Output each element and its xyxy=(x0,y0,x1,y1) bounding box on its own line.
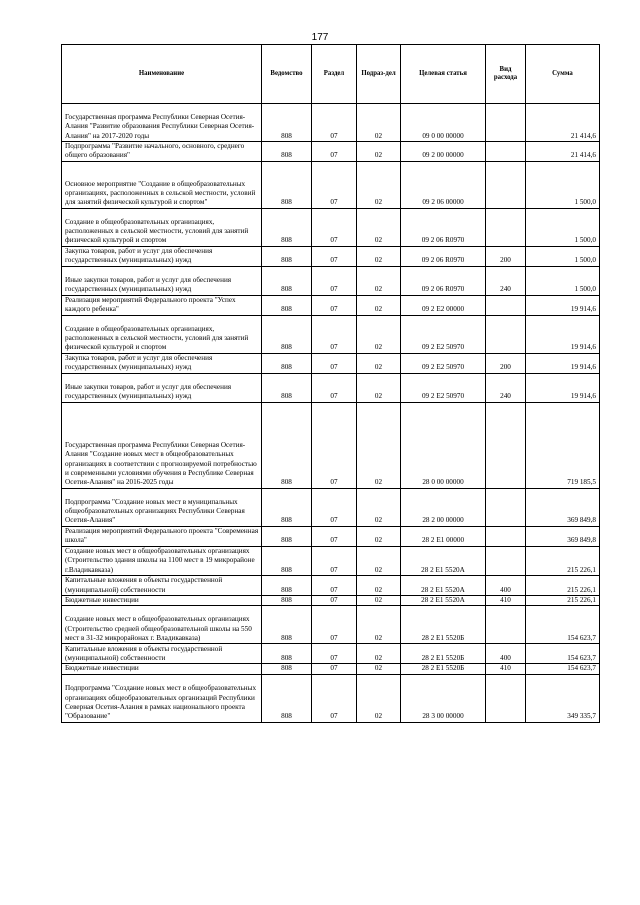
table-row xyxy=(62,246,600,266)
cell-name: Создание новых мест в общеобразовательных организациях (Строительство здания школы на 1100 мест в 19 микрорайоне г.Владикавказа) xyxy=(62,546,262,575)
cell-name: Создание в общеобразовательных организациях, расположенных в сельской местности, условий для занятий физической культурой и спортом xyxy=(62,208,262,246)
cell-podrazdel: 02 xyxy=(357,644,401,664)
cell-podrazdel: 02 xyxy=(357,526,401,546)
cell-sum: 369 849,8 xyxy=(526,488,600,526)
cell-podrazdel: 02 xyxy=(357,596,401,606)
cell-razdel: 07 xyxy=(312,315,357,353)
cell-name: Создание в общеобразовательных организациях, расположенных в сельской местности, условий для занятий физической культурой и спортом xyxy=(62,315,262,353)
cell-expense-type xyxy=(486,546,526,575)
cell-podrazdel: 02 xyxy=(357,402,401,488)
cell-expense-type: 200 xyxy=(486,353,526,373)
cell-razdel: 07 xyxy=(312,161,357,208)
cell-target-article: 09 2 E2 50970 xyxy=(401,353,486,373)
cell-target-article: 09 2 06 R0970 xyxy=(401,246,486,266)
cell-name: Бюджетные инвестиции xyxy=(62,664,262,674)
cell-vedomstvo: 808 xyxy=(262,644,312,664)
cell-vedomstvo: 808 xyxy=(262,142,312,162)
table-row xyxy=(62,546,600,575)
cell-podrazdel: 02 xyxy=(357,546,401,575)
cell-razdel: 07 xyxy=(312,664,357,674)
cell-vedomstvo: 808 xyxy=(262,315,312,353)
table-row xyxy=(62,161,600,208)
cell-razdel: 07 xyxy=(312,266,357,295)
table-row xyxy=(62,576,600,596)
cell-sum: 1 500,0 xyxy=(526,266,600,295)
cell-sum: 1 500,0 xyxy=(526,246,600,266)
cell-vedomstvo: 808 xyxy=(262,526,312,546)
cell-expense-type: 240 xyxy=(486,266,526,295)
cell-expense-type xyxy=(486,674,526,722)
table-row xyxy=(62,606,600,644)
table-row xyxy=(62,644,600,664)
table-row xyxy=(62,526,600,546)
cell-razdel: 07 xyxy=(312,295,357,315)
cell-target-article: 09 2 06 R0970 xyxy=(401,208,486,246)
cell-name: Подпрограмма "Создание новых мест в общеобразовательных организациях общеобразовательных организаций Республики Северная Осетия-Алания в рамках национального проекта "Образование" xyxy=(62,674,262,722)
cell-razdel: 07 xyxy=(312,208,357,246)
cell-vedomstvo: 808 xyxy=(262,373,312,402)
cell-podrazdel: 02 xyxy=(357,606,401,644)
cell-sum: 21 414,6 xyxy=(526,104,600,142)
table-row xyxy=(62,402,600,488)
cell-expense-type xyxy=(486,142,526,162)
cell-expense-type xyxy=(486,315,526,353)
table-row xyxy=(62,315,600,353)
cell-name: Закупка товаров, работ и услуг для обеспечения государственных (муниципальных) нужд xyxy=(62,246,262,266)
cell-razdel: 07 xyxy=(312,674,357,722)
table-row xyxy=(62,596,600,606)
header-podrazdel: Подраз-дел xyxy=(357,45,401,104)
cell-sum: 1 500,0 xyxy=(526,161,600,208)
cell-vedomstvo: 808 xyxy=(262,596,312,606)
cell-sum: 19 914,6 xyxy=(526,373,600,402)
cell-name: Реализация мероприятий Федерального проекта "Современная школа" xyxy=(62,526,262,546)
header-target-article: Целевая статья xyxy=(401,45,486,104)
cell-razdel: 07 xyxy=(312,142,357,162)
cell-sum: 19 914,6 xyxy=(526,295,600,315)
header-vedomstvo: Ведомство xyxy=(262,45,312,104)
cell-razdel: 07 xyxy=(312,104,357,142)
page-number: 177 xyxy=(311,32,329,43)
cell-podrazdel: 02 xyxy=(357,161,401,208)
cell-sum: 215 226,1 xyxy=(526,596,600,606)
table-row xyxy=(62,488,600,526)
cell-target-article: 09 2 E2 50970 xyxy=(401,373,486,402)
cell-razdel: 07 xyxy=(312,546,357,575)
cell-expense-type xyxy=(486,488,526,526)
cell-target-article: 28 2 00 00000 xyxy=(401,488,486,526)
table-row xyxy=(62,104,600,142)
cell-sum: 21 414,6 xyxy=(526,142,600,162)
cell-podrazdel: 02 xyxy=(357,488,401,526)
cell-sum: 369 849,8 xyxy=(526,526,600,546)
cell-target-article: 28 2 E1 00000 xyxy=(401,526,486,546)
table-row xyxy=(62,295,600,315)
cell-podrazdel: 02 xyxy=(357,576,401,596)
cell-name: Подпрограмма "Развитие начального, основного, среднего общего образования" xyxy=(62,142,262,162)
cell-expense-type: 410 xyxy=(486,664,526,674)
cell-target-article: 28 3 00 00000 xyxy=(401,674,486,722)
cell-target-article: 28 2 E1 5520Б xyxy=(401,644,486,664)
cell-vedomstvo: 808 xyxy=(262,161,312,208)
table-row xyxy=(62,674,600,722)
cell-name: Создание новых мест в общеобразовательных организациях (Строительство средней общеобразовательной школы на 550 мест в 31-32 микрорайонах г. Владикавказа) xyxy=(62,606,262,644)
cell-sum: 19 914,6 xyxy=(526,353,600,373)
cell-expense-type: 400 xyxy=(486,576,526,596)
cell-target-article: 28 2 E1 5520A xyxy=(401,596,486,606)
cell-vedomstvo: 808 xyxy=(262,266,312,295)
table-row xyxy=(62,373,600,402)
cell-razdel: 07 xyxy=(312,402,357,488)
cell-podrazdel: 02 xyxy=(357,373,401,402)
table-row xyxy=(62,208,600,246)
cell-podrazdel: 02 xyxy=(357,315,401,353)
cell-razdel: 07 xyxy=(312,606,357,644)
cell-razdel: 07 xyxy=(312,526,357,546)
cell-razdel: 07 xyxy=(312,488,357,526)
cell-sum: 349 335,7 xyxy=(526,674,600,722)
header-razdel: Раздел xyxy=(312,45,357,104)
cell-target-article: 28 2 E1 5520Б xyxy=(401,664,486,674)
cell-razdel: 07 xyxy=(312,596,357,606)
cell-vedomstvo: 808 xyxy=(262,488,312,526)
cell-expense-type xyxy=(486,526,526,546)
cell-podrazdel: 02 xyxy=(357,266,401,295)
cell-expense-type xyxy=(486,295,526,315)
cell-expense-type: 400 xyxy=(486,644,526,664)
cell-target-article: 28 2 E1 5520A xyxy=(401,576,486,596)
cell-sum: 154 623,7 xyxy=(526,606,600,644)
cell-podrazdel: 02 xyxy=(357,664,401,674)
cell-razdel: 07 xyxy=(312,576,357,596)
budget-table xyxy=(61,44,600,723)
cell-podrazdel: 02 xyxy=(357,246,401,266)
cell-vedomstvo: 808 xyxy=(262,246,312,266)
cell-vedomstvo: 808 xyxy=(262,606,312,644)
cell-name: Государственная программа Республики Северная Осетия-Алания "Развитие образования Республики Северная Осетия-Алания" на 2017-2020 годы xyxy=(62,104,262,142)
cell-sum: 19 914,6 xyxy=(526,315,600,353)
table-row xyxy=(62,142,600,162)
cell-expense-type xyxy=(486,104,526,142)
cell-name: Иные закупки товаров, работ и услуг для обеспечения государственных (муниципальных) нужд xyxy=(62,373,262,402)
cell-name: Подпрограмма "Создание новых мест в муниципальных общеобразовательных организациях Республики Северная Осетия-Алания" xyxy=(62,488,262,526)
cell-expense-type: 410 xyxy=(486,596,526,606)
cell-expense-type xyxy=(486,402,526,488)
cell-name: Закупка товаров, работ и услуг для обеспечения государственных (муниципальных) нужд xyxy=(62,353,262,373)
cell-target-article: 09 2 06 00000 xyxy=(401,161,486,208)
cell-podrazdel: 02 xyxy=(357,674,401,722)
cell-vedomstvo: 808 xyxy=(262,353,312,373)
cell-target-article: 28 0 00 00000 xyxy=(401,402,486,488)
cell-target-article: 28 2 E1 5520Б xyxy=(401,606,486,644)
table-row xyxy=(62,266,600,295)
cell-vedomstvo: 808 xyxy=(262,674,312,722)
cell-target-article: 09 0 00 00000 xyxy=(401,104,486,142)
cell-target-article: 09 2 00 00000 xyxy=(401,142,486,162)
cell-sum: 154 623,7 xyxy=(526,644,600,664)
header-name: Наименование xyxy=(62,45,262,104)
cell-expense-type xyxy=(486,208,526,246)
cell-sum: 215 226,1 xyxy=(526,546,600,575)
cell-name: Капитальные вложения в объекты государственной (муниципальной) собственности xyxy=(62,576,262,596)
header-sum: Сумма xyxy=(526,45,600,104)
cell-vedomstvo: 808 xyxy=(262,546,312,575)
cell-podrazdel: 02 xyxy=(357,353,401,373)
cell-target-article: 09 2 06 R0970 xyxy=(401,266,486,295)
cell-sum: 1 500,0 xyxy=(526,208,600,246)
cell-name: Реализация мероприятий Федерального проекта "Успех каждого ребенка" xyxy=(62,295,262,315)
cell-name: Основное мероприятие "Создание в общеобразовательных организациях, расположенных в сельской местности, условий для занятий физической культурой и спортом" xyxy=(62,161,262,208)
cell-sum: 215 226,1 xyxy=(526,576,600,596)
cell-razdel: 07 xyxy=(312,246,357,266)
cell-name: Иные закупки товаров, работ и услуг для обеспечения государственных (муниципальных) нужд xyxy=(62,266,262,295)
cell-vedomstvo: 808 xyxy=(262,104,312,142)
table-header-row xyxy=(62,45,600,104)
cell-expense-type: 200 xyxy=(486,246,526,266)
cell-target-article: 09 2 E2 00000 xyxy=(401,295,486,315)
cell-name: Государственная программа Республики Северная Осетия-Алания "Создание новых мест в общеобразовательных организациях в соответствии с прогнозируемой потребностью и современными условиями обучения в Республике Северная Осетия-Алания" на 2016-2025 годы xyxy=(62,402,262,488)
cell-podrazdel: 02 xyxy=(357,295,401,315)
table-row xyxy=(62,353,600,373)
cell-expense-type xyxy=(486,606,526,644)
cell-razdel: 07 xyxy=(312,644,357,664)
cell-vedomstvo: 808 xyxy=(262,664,312,674)
header-expense-type: Вид расхода xyxy=(486,45,526,104)
cell-expense-type xyxy=(486,161,526,208)
cell-name: Бюджетные инвестиции xyxy=(62,596,262,606)
cell-podrazdel: 02 xyxy=(357,104,401,142)
cell-podrazdel: 02 xyxy=(357,142,401,162)
cell-target-article: 09 2 E2 50970 xyxy=(401,315,486,353)
cell-podrazdel: 02 xyxy=(357,208,401,246)
cell-name: Капитальные вложения в объекты государственной (муниципальной) собственности xyxy=(62,644,262,664)
cell-vedomstvo: 808 xyxy=(262,576,312,596)
cell-vedomstvo: 808 xyxy=(262,208,312,246)
cell-sum: 154 623,7 xyxy=(526,664,600,674)
cell-expense-type: 240 xyxy=(486,373,526,402)
cell-vedomstvo: 808 xyxy=(262,295,312,315)
cell-razdel: 07 xyxy=(312,373,357,402)
table-row xyxy=(62,664,600,674)
cell-vedomstvo: 808 xyxy=(262,402,312,488)
cell-target-article: 28 2 E1 5520A xyxy=(401,546,486,575)
cell-razdel: 07 xyxy=(312,353,357,373)
cell-sum: 719 185,5 xyxy=(526,402,600,488)
